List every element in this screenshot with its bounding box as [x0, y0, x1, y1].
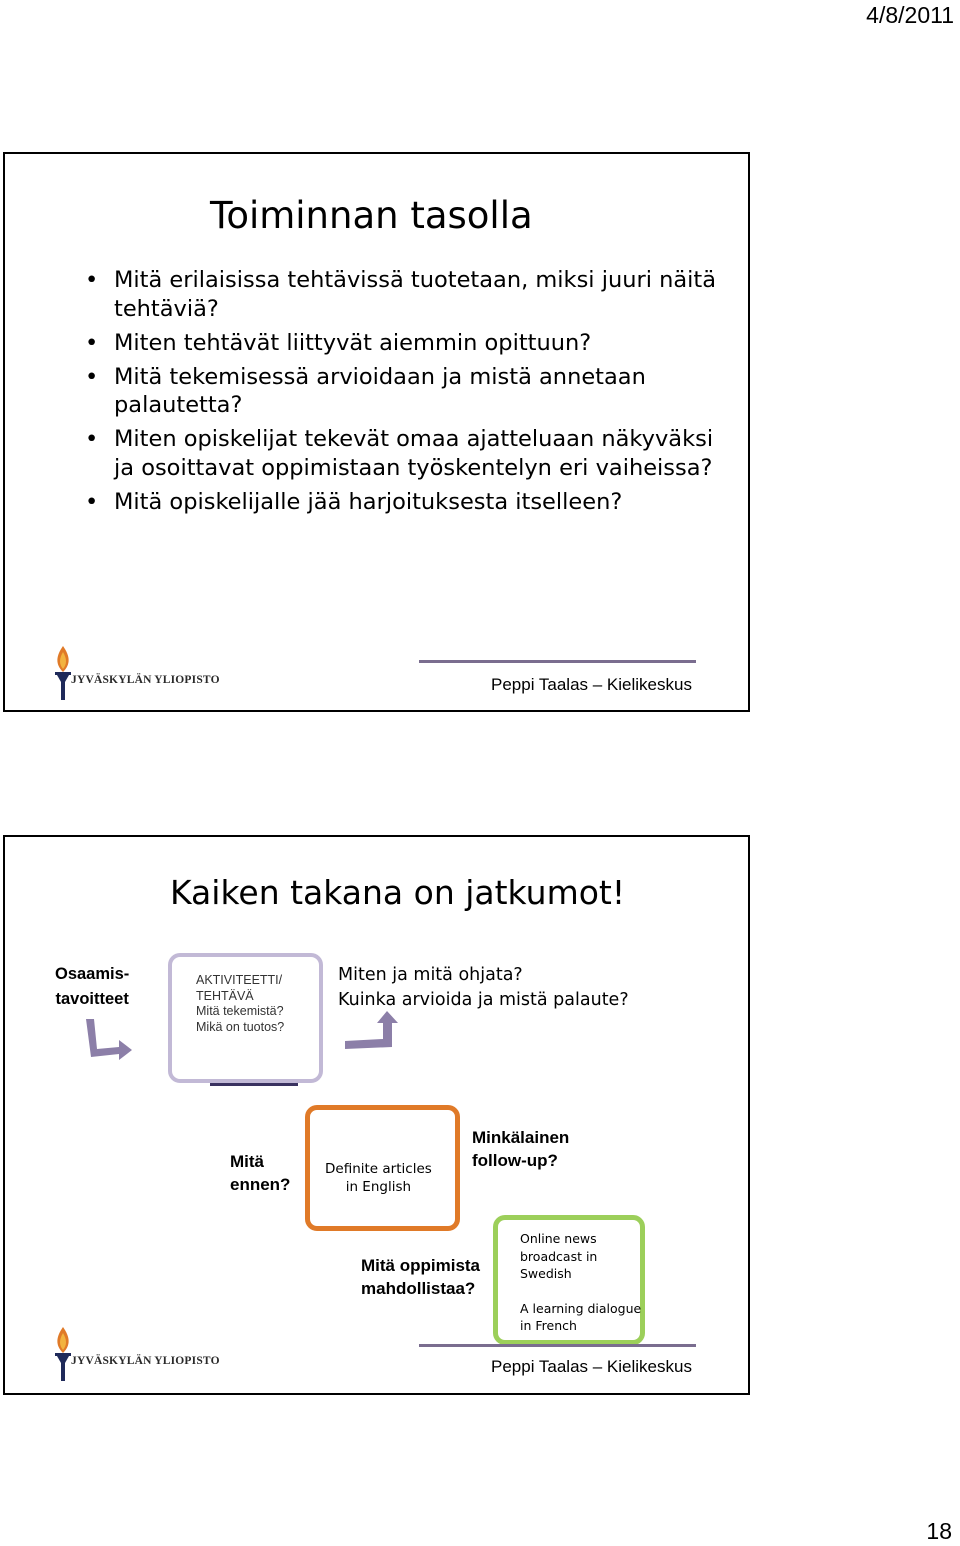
before-label: Mitä ennen?	[230, 1152, 291, 1194]
learning-enables-label: Mitä oppimista mahdollistaa?	[361, 1256, 481, 1298]
guidance-text: Miten ja mitä ohjata? Kuinka arvioida ja mistä palaute?	[338, 965, 629, 1010]
bullet-item: • Miten tehtävät liittyvät aiemmin opittuun?	[85, 329, 592, 356]
logo-text: JYVÄSKYLÄN YLIOPISTO	[71, 674, 220, 686]
page-number: 18	[926, 1518, 952, 1544]
footer-divider	[419, 1344, 696, 1347]
followup-text: Online news broadcast in Swedish A learning dialogue in French	[520, 1231, 642, 1333]
bullet-list	[85, 266, 725, 522]
footer-divider	[419, 660, 696, 663]
university-logo	[51, 1325, 220, 1383]
footer-text: Peppi Taalas – Kielikeskus	[491, 675, 692, 694]
task-text: Definite articles in English	[325, 1161, 432, 1195]
university-logo	[51, 644, 220, 702]
activity-underline	[210, 1083, 298, 1086]
slide-title: Kaiken takana on jatkumot!	[170, 873, 626, 912]
torch-icon	[51, 1325, 75, 1381]
bullet-item: • Mitä tekemisessä arvioidaan ja mistä annetaan palautetta?	[85, 363, 646, 418]
logo-text: JYVÄSKYLÄN YLIOPISTO	[71, 1355, 220, 1367]
bullet-item: • Miten opiskelijat tekevät omaa ajatteluaan näkyväksi ja osoittavat oppimistaan työskentelyn eri vaiheissa?	[85, 426, 714, 481]
activity-text: AKTIVITEETTI/ TEHTÄVÄ Mitä tekemistä? Mikä on tuotos?	[196, 973, 285, 1034]
page-date: 4/8/2011	[866, 2, 954, 28]
torch-icon	[51, 644, 75, 700]
bullet-item: • Mitä erilaisissa tehtävissä tuotetaan, miksi juuri näitä tehtäviä?	[85, 267, 717, 322]
slide-title: Toiminnan tasolla	[210, 194, 533, 237]
slide-2	[3, 835, 750, 1395]
footer-text: Peppi Taalas – Kielikeskus	[491, 1357, 692, 1376]
arrow-up-icon	[345, 1011, 401, 1049]
slide-1	[3, 152, 750, 712]
bullet-item: • Mitä opiskelijalle jää harjoituksesta itselleen?	[85, 488, 623, 515]
followup-label: Minkälainen follow-up?	[472, 1128, 570, 1170]
competence-goals-label: Osaamis- tavoitteet	[55, 965, 130, 1008]
arrow-right-icon	[83, 1015, 135, 1060]
